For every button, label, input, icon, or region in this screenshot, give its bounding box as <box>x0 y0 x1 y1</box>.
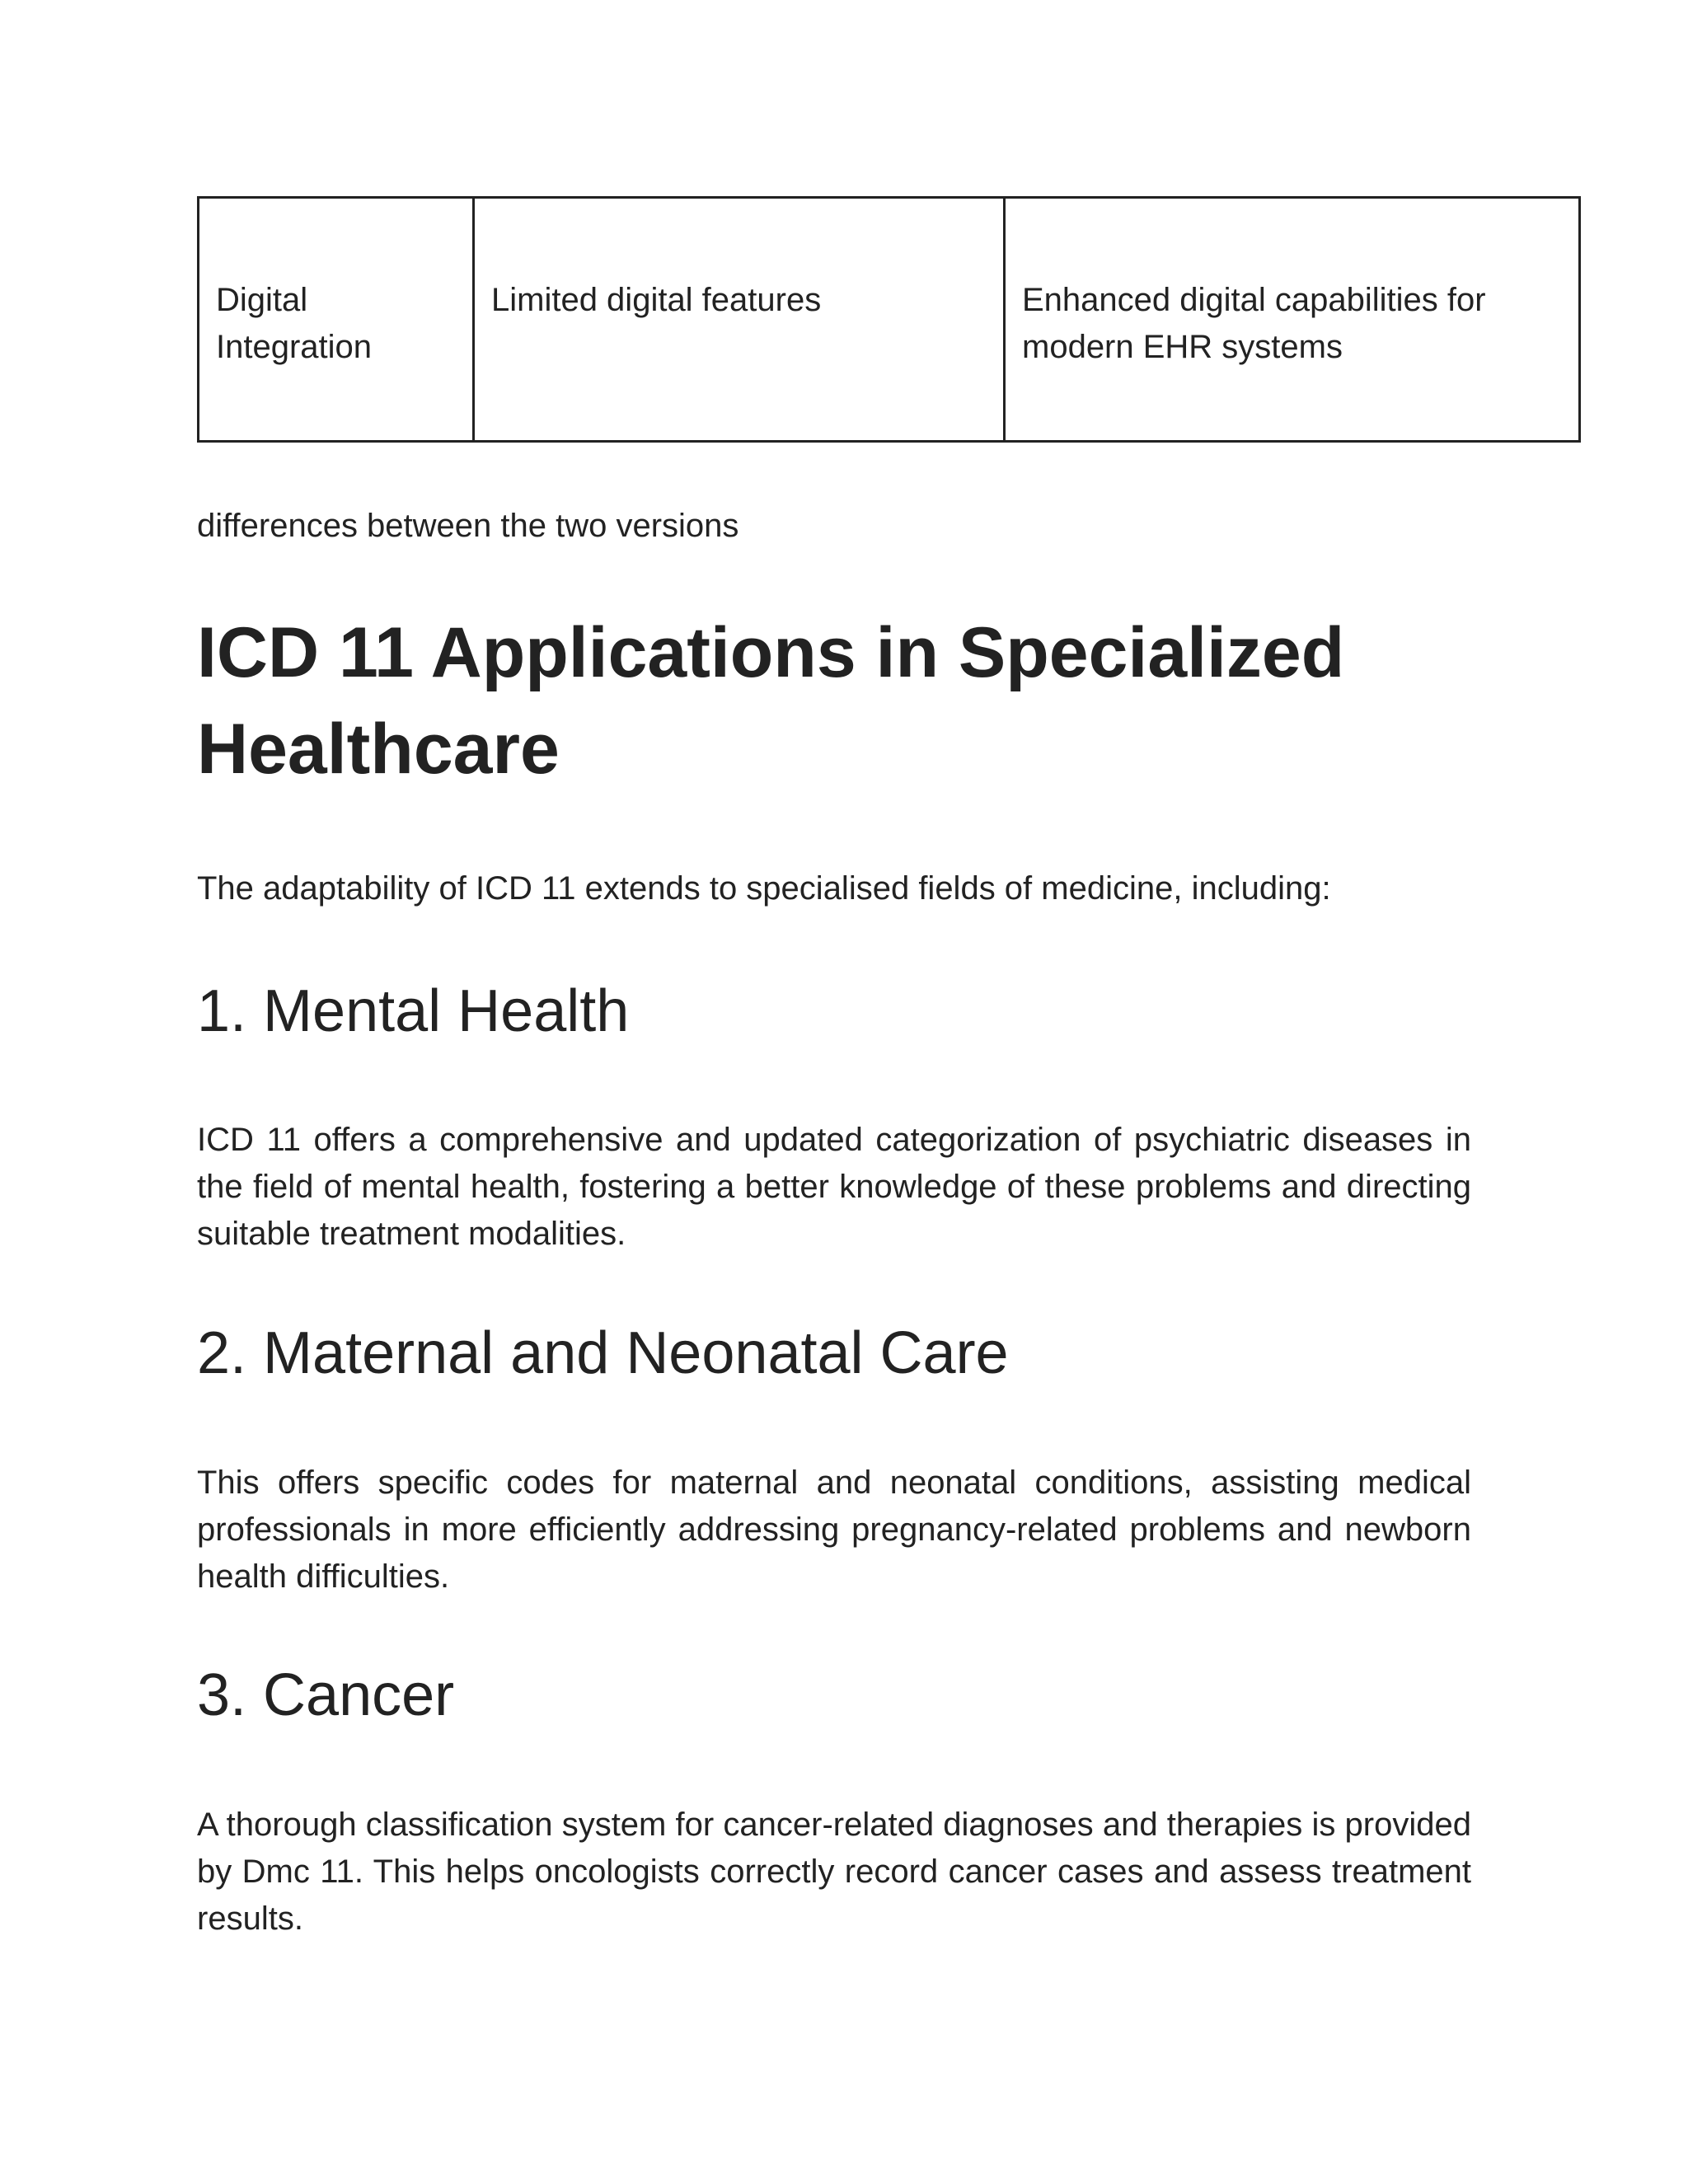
table-cell-icd11: Enhanced digital capabilities for modern EHR systems <box>1005 198 1580 442</box>
table-cell-feature: Digital Integration <box>199 198 474 442</box>
section-body-cancer: A thorough classification system for cancer-related diagnoses and therapies is provided by Dmc 11. This helps oncologists correctly record cancer cases and assess treatment results. <box>197 1807 1471 1937</box>
section-heading-mental-health: 1. Mental Health <box>197 978 630 1044</box>
section-heading-maternal-neonatal: 2. Maternal and Neonatal Care <box>197 1320 1009 1386</box>
comparison-table <box>197 196 1581 443</box>
page-title: ICD 11 Applications in Specialized Healthcare <box>197 613 1345 789</box>
table-row <box>199 198 1580 442</box>
section-body-mental-health: ICD 11 offers a comprehensive and updated categorization of psychiatric diseases in the field of mental health, fostering a better knowledge of these problems and directing suitable treatment modalities. <box>197 1122 1471 1252</box>
section-heading-cancer: 3. Cancer <box>197 1662 455 1728</box>
table-cell-icd10: Limited digital features <box>474 198 1005 442</box>
section-body-maternal-neonatal: This offers specific codes for maternal and neonatal conditions, assisting medical professionals in more efficiently addressing pregnancy-related problems and newborn health difficulties. <box>197 1465 1471 1595</box>
table-caption: differences between the two versions <box>197 508 739 544</box>
intro-paragraph: The adaptability of ICD 11 extends to specialised fields of medicine, including: <box>197 870 1331 907</box>
